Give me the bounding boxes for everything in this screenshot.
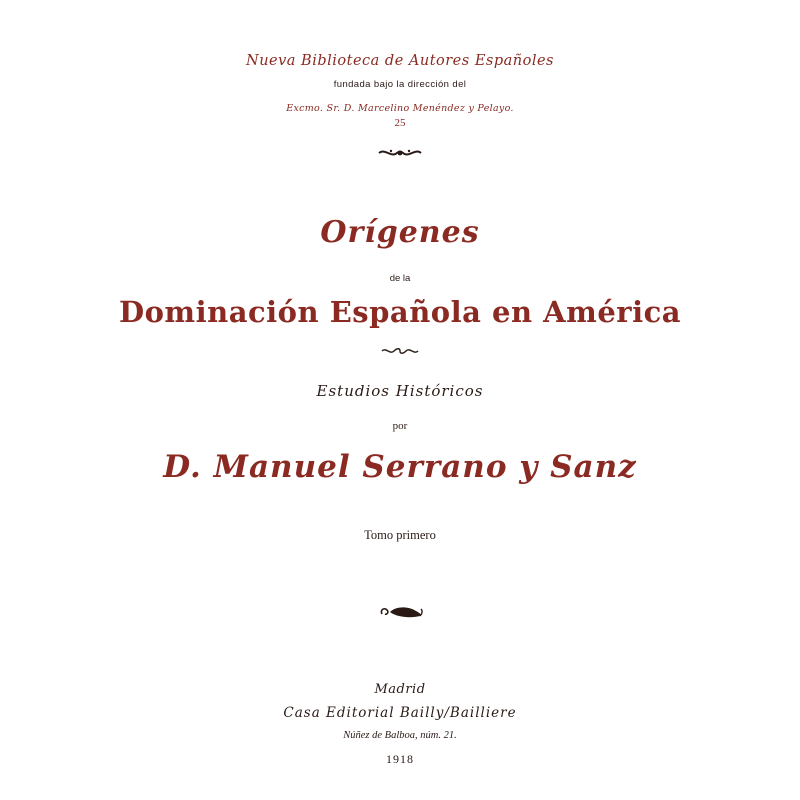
volume-number: 25	[394, 117, 406, 129]
author-name: D. Manuel Serrano y Sanz	[163, 449, 637, 485]
title-connector: de la	[389, 273, 411, 284]
founded-note: fundada bajo la dirección del	[333, 79, 467, 90]
main-title-line2: Dominación Española en América	[118, 295, 682, 329]
fleuron-icon	[0, 346, 800, 356]
director-name: Excmo. Sr. D. Marcelino Menéndez y Pelayo.	[286, 103, 514, 114]
main-title-line1: Orígenes	[320, 215, 480, 250]
series-title: Nueva Biblioteca de Autores Españoles	[246, 53, 554, 69]
subtitle-studies: Estudios Históricos	[316, 382, 484, 400]
imprint-city: Madrid	[374, 682, 426, 697]
fleuron-icon	[0, 146, 800, 160]
imprint-address: Núñez de Balboa, núm. 21.	[343, 730, 457, 741]
volume-label: Tomo primero	[364, 528, 436, 542]
by-label: por	[392, 420, 408, 432]
imprint-year: 1918	[386, 752, 414, 766]
fleuron-icon	[0, 602, 800, 622]
imprint-publisher: Casa Editorial Bailly/Bailliere	[283, 705, 517, 721]
